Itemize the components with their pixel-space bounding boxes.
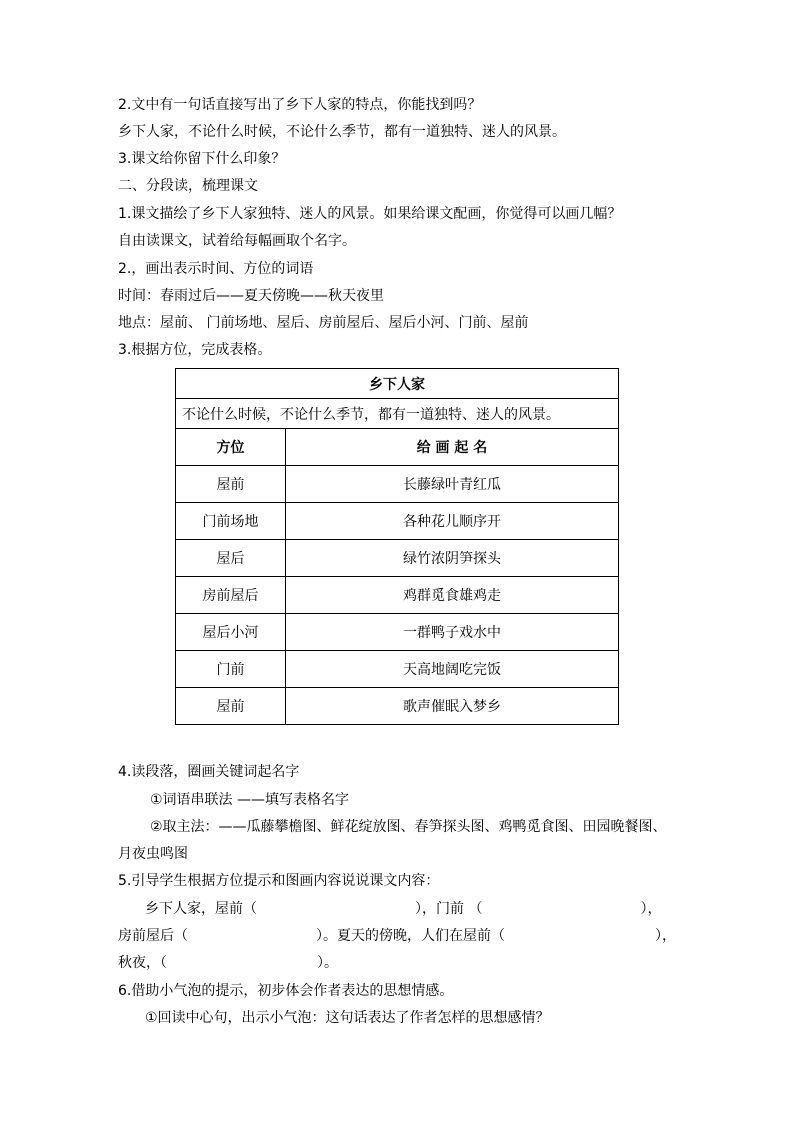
question-2: 2.文中有一句话直接写出了乡下人家的特点，你能找到吗？: [118, 97, 482, 113]
step-4: 4.读段落，圈画关键词起名字: [118, 764, 300, 780]
table-row: [176, 466, 619, 503]
fill-text: 房前屋后（: [118, 928, 188, 944]
question-3: 3.课文给你留下什么印象？: [118, 151, 286, 167]
place-words: 地点：屋前、 门前场地、屋后、房前屋后、屋后小河、门前、屋前: [118, 315, 529, 331]
table-title: 乡下人家: [176, 369, 619, 399]
fill-text: ），门前 （: [415, 901, 483, 917]
step-1: 1.课文描绘了乡下人家独特、迷人的风景。如果给课文配画，你觉得可以画几幅？: [118, 206, 622, 222]
column-header-place: 方位: [176, 429, 286, 466]
answer-2: 乡下人家，不论什么时候，不论什么季节，都有一道独特、迷人的风景。: [118, 124, 566, 140]
row-picture-name: 一群鸭子戏水中: [286, 614, 619, 651]
step-2: 2.，画出表示时间、方位的词语: [118, 261, 314, 277]
fill-text: ），: [655, 928, 676, 944]
row-picture-name: 鸡群觅食雄鸡走: [286, 577, 619, 614]
fill-text: ）。: [317, 955, 338, 971]
summary-table: [175, 368, 619, 725]
table-row: [176, 503, 619, 540]
table-row: [176, 614, 619, 651]
row-picture-name: 歌声催眠入梦乡: [286, 688, 619, 725]
row-picture-name: 绿竹浓阴笋探头: [286, 540, 619, 577]
step-6: 6.借助小气泡的提示，初步体会作者表达的思想情感。: [118, 983, 454, 999]
table-row: [176, 651, 619, 688]
fill-line-1: [145, 899, 661, 919]
step-5: 5.引导学生根据方位提示和图画内容说说课文内容：: [118, 873, 440, 889]
step-3: 3.根据方位，完成表格。: [118, 342, 272, 358]
row-place: 房前屋后: [176, 577, 286, 614]
fill-line-2: [118, 926, 676, 946]
table-row: [176, 540, 619, 577]
row-place: 屋前: [176, 688, 286, 725]
fill-text: 秋夜，（: [118, 955, 167, 971]
table-row: [176, 688, 619, 725]
table-row: [176, 577, 619, 614]
row-picture-name: 长藤绿叶青红瓜: [286, 466, 619, 503]
step-6-item-1: ①回读中心句，出示小气泡：这句话表达了作者怎样的思想感情？: [145, 1010, 550, 1026]
fill-text: ）。夏天的傍晚，人们在屋前（: [316, 928, 505, 944]
section-heading-2: 二、分段读，梳理课文: [118, 178, 258, 194]
row-place: 屋后: [176, 540, 286, 577]
fill-line-3: [118, 953, 338, 973]
step-1-continued: 自由读课文，试着给每幅画取个名字。: [118, 233, 356, 249]
step-4-method-2-continued: 月夜虫鸣图: [118, 846, 188, 862]
column-header-name: 给 画 起 名: [286, 429, 619, 466]
row-place: 屋后小河: [176, 614, 286, 651]
table-central-sentence: 不论什么时候，不论什么季节，都有一道独特、迷人的风景。: [176, 399, 619, 429]
fill-text: ），: [640, 901, 662, 917]
row-place: 屋前: [176, 466, 286, 503]
time-words: 时间：春雨过后——夏天傍晚——秋天夜里: [118, 288, 384, 304]
fill-text: 乡下人家，屋前（: [145, 901, 257, 917]
row-picture-name: 各种花儿顺序开: [286, 503, 619, 540]
row-place: 门前场地: [176, 503, 286, 540]
row-picture-name: 天高地阔吃完饭: [286, 651, 619, 688]
step-4-method-1: ①词语串联法 ——填写表格名字: [150, 792, 350, 808]
step-4-method-2: ②取主法：——瓜藤攀檐图、鲜花绽放图、春笋探头图、鸡鸭觅食图、田园晚餐图、: [150, 819, 667, 835]
row-place: 门前: [176, 651, 286, 688]
